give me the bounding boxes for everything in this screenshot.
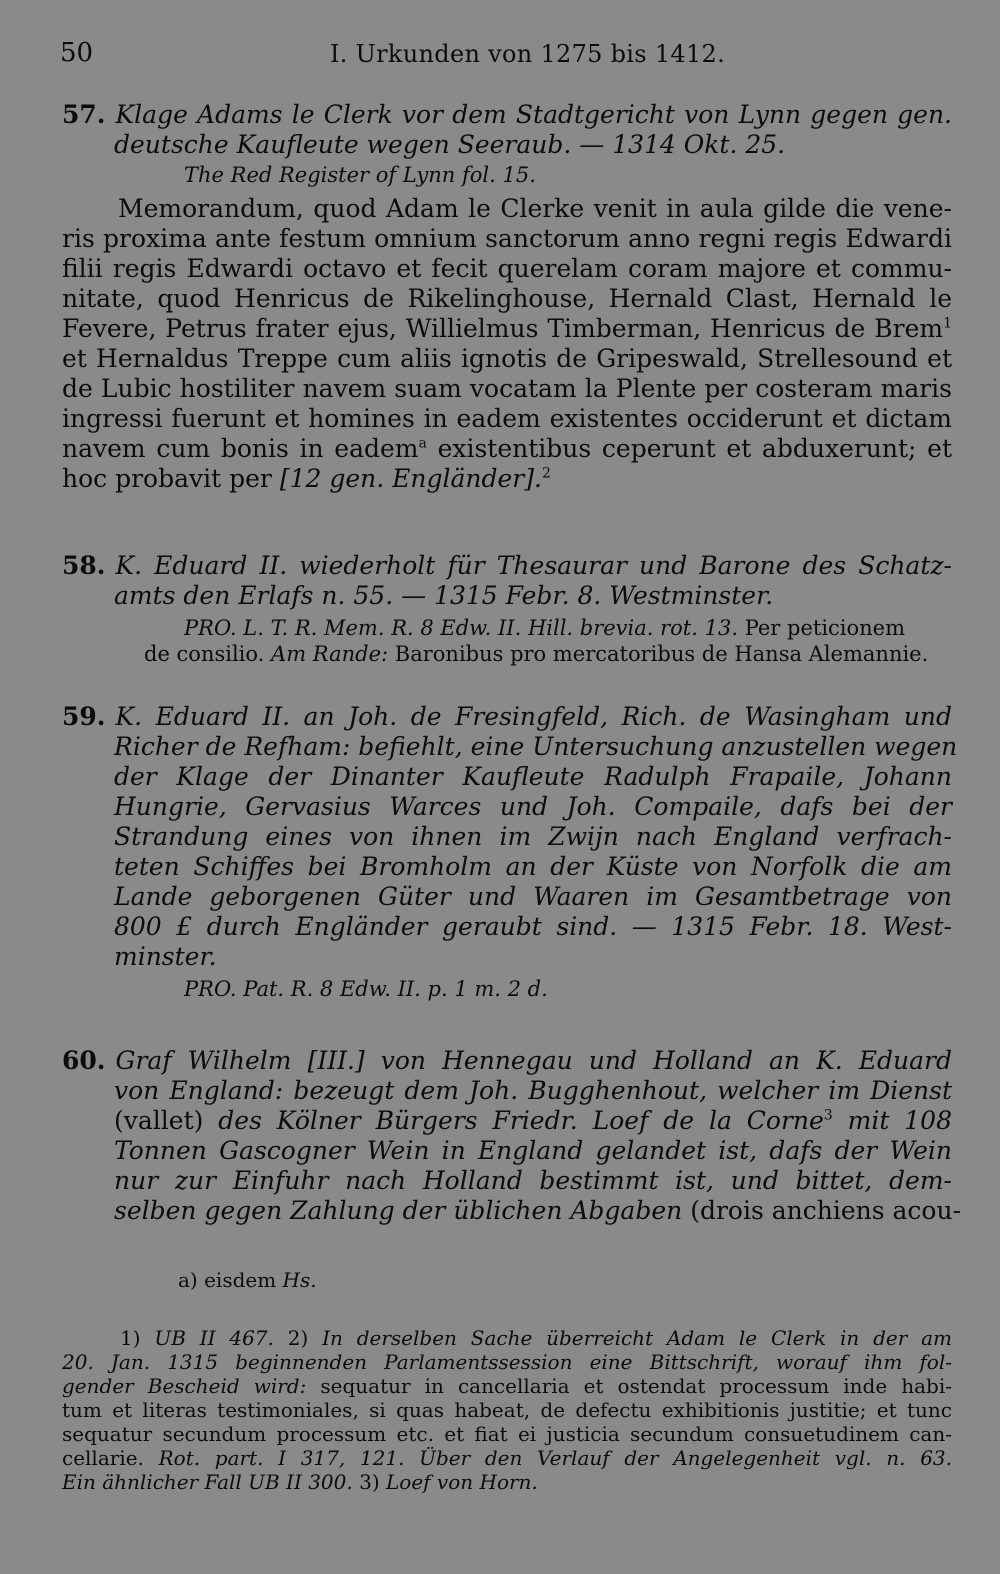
entry-59-heading-line-4: Hungrie, Gervasius Warces und Joh. Compaile, dafs bei der bbox=[114, 792, 952, 821]
entry-59-heading-line-9: minster. bbox=[114, 942, 217, 971]
entry-59-number: 59. bbox=[62, 702, 106, 731]
page-number: 50 bbox=[60, 38, 94, 68]
entry-57-body-line-1: Memorandum, quod Adam le Clerke venit in aula gilde die vene- bbox=[118, 194, 952, 223]
entry-59-heading-line-8: 800 £ durch Engländer geraubt sind. — 1315 Febr. 18. West- bbox=[114, 912, 952, 941]
entry-59-heading-line-6: teten Schiffes bei Bromholm an der Küste von Norfolk die am bbox=[114, 852, 952, 881]
entry-57 bbox=[62, 100, 952, 494]
entry-60-heading-line-2: von England: bezeugt dem Joh. Bugghenhout, welcher im Dienst bbox=[114, 1076, 952, 1105]
entry-57-body-line-2: ris proxima ante festum omnium sanctorum anno regni regis Edwardi bbox=[62, 224, 952, 253]
variant-note: a) eisdem Hs. bbox=[178, 1268, 317, 1292]
footnote-line-5: sequatur secundum processum etc. et fiat ei justicia secundum consuetudinem can- bbox=[62, 1422, 952, 1446]
footnote-line-3: gender Bescheid wird: sequatur in cancellaria et ostendat processum inde habi- bbox=[62, 1374, 952, 1398]
entry-57-body-line-4: nitate, quod Henricus de Rikelinghouse, Hernald Clast, Hernald le bbox=[62, 284, 952, 313]
entry-57-body-line-8: ingressi fuerunt et homines in eadem existentes occiderunt et dictam bbox=[62, 404, 952, 433]
entry-57-heading-line-1: 57. Klage Adams le Clerk vor dem Stadtgericht von Lynn gegen gen. bbox=[62, 100, 952, 129]
entry-59-heading-line-5: Strandung eines von ihnen im Zwijn nach England verfrach- bbox=[114, 822, 952, 851]
entry-58-source-line-1: PRO. L. T. R. Mem. R. 8 Edw. II. Hill. brevia. rot. 13. Per peticionem bbox=[184, 616, 906, 640]
entry-60-heading-line-1: 60. Graf Wilhelm [III.] von Hennegau und Holland an K. Eduard bbox=[62, 1046, 952, 1075]
entry-60-number: 60. bbox=[62, 1046, 106, 1075]
entry-60 bbox=[62, 1046, 962, 1226]
footnote-line-2: 20. Jan. 1315 beginnenden Parlamentssession eine Bittschrift, worauf ihm fol- bbox=[62, 1350, 952, 1374]
entry-57-body-line-10: hoc probavit per [12 gen. Engländer].$^2$ bbox=[62, 464, 551, 493]
entry-60-heading-line-6: selben gegen Zahlung der üblichen Abgaben (drois anchiens acou- bbox=[114, 1196, 962, 1225]
footnote-ref-2: 2 bbox=[541, 465, 551, 482]
entry-58-heading-line-1: 58. K. Eduard II. wiederholt für Thesaurar und Barone des Schatz- bbox=[62, 551, 952, 580]
entry-57-body-line-6: et Hernaldus Treppe cum aliis ignotis de Gripeswald, Strellesound et bbox=[62, 344, 952, 373]
entry-59-heading-line-3: der Klage der Dinanter Kaufleute Radulph Frapaile, Johann bbox=[114, 762, 952, 791]
entry-59-heading-line-2: Richer de Refham: befiehlt, eine Untersuchung anzustellen wegen bbox=[114, 732, 958, 761]
entry-59-heading-line-1: 59. K. Eduard II. an Joh. de Fresingfeld, Rich. de Wasingham und bbox=[62, 702, 952, 731]
entry-57-body-line-9: navem cum bonis in eadem$^a$ existentibus ceperunt et abduxerunt; et bbox=[62, 434, 953, 463]
entry-58-number: 58. bbox=[62, 551, 106, 580]
entry-57-body-line-3: filii regis Edwardi octavo et fecit querelam coram majore et commu- bbox=[62, 254, 952, 283]
footnotes bbox=[62, 1326, 952, 1494]
footnote-line-7: Ein ähnlicher Fall UB II 300. 3) Loef von Horn. bbox=[62, 1470, 538, 1494]
entry-59-heading-line-7: Lande geborgenen Güter und Waaren im Gesamtbetrage von bbox=[114, 882, 952, 911]
footnote-line-1: 1) UB II 467. 2) In derselben Sache überreicht Adam le Clerk in der am bbox=[120, 1326, 952, 1350]
footnote-line-4: tum et literas testimoniales, si quas habeat, de defectu exhibitionis justitie; et tunc bbox=[62, 1398, 952, 1422]
footnote-line-6: cellarie. Rot. part. I 317, 121. Über den Verlauf der Angelegenheit vgl. n. 63. bbox=[62, 1446, 953, 1470]
running-head bbox=[58, 38, 948, 72]
entry-58-heading-line-2: amts den Erlafs n. 55. — 1315 Febr. 8. Westminster. bbox=[114, 581, 774, 610]
running-title: I. Urkunden von 1275 bis 1412. bbox=[330, 40, 726, 68]
entry-60-heading-line-4: Tonnen Gascogner Wein in England gelandet ist, dafs der Wein bbox=[114, 1136, 952, 1165]
entry-57-number: 57. bbox=[62, 100, 106, 129]
entry-58 bbox=[62, 551, 952, 667]
entry-59 bbox=[62, 702, 958, 1002]
entry-57-body-line-7: de Lubic hostiliter navem suam vocatam la Plente per costeram maris bbox=[62, 374, 952, 403]
entry-60-heading-line-5: nur zur Einfuhr nach Holland bestimmt ist, und bittet, dem- bbox=[114, 1166, 952, 1195]
entry-59-source: PRO. Pat. R. 8 Edw. II. p. 1 m. 2 d. bbox=[184, 977, 548, 1001]
variant-ref-a: a bbox=[418, 435, 427, 452]
entry-57-heading-line-2: deutsche Kaufleute wegen Seeraub. — 1314 Okt. 25. bbox=[114, 130, 786, 159]
entry-58-source-line-2: de consilio. Am Rande: Baronibus pro mercatoribus de Hansa Alemannie. bbox=[144, 642, 929, 666]
entry-60-heading-line-3: (vallet) des Kölner Bürgers Friedr. Loef de la Corne$^3$ mit 108 bbox=[114, 1106, 952, 1135]
entry-57-source: The Red Register of Lynn fol. 15. bbox=[184, 163, 536, 187]
entry-57-body-line-5: Fevere, Petrus frater ejus, Willielmus Timberman, Henricus de Brem$^1$ bbox=[62, 314, 952, 343]
footnote-ref-3: 3 bbox=[823, 1107, 833, 1124]
footnote-ref-1: 1 bbox=[943, 315, 952, 332]
